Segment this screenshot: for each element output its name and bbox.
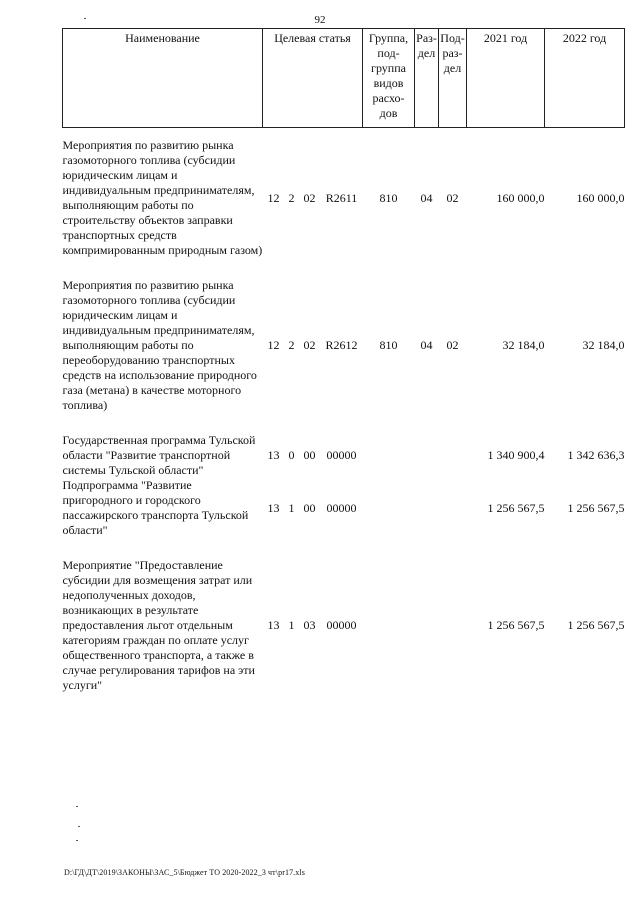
table-row: [63, 558, 625, 693]
row-code-direction: R2611: [325, 190, 358, 205]
row-code-direction: 00000: [326, 618, 357, 632]
table-row: [63, 278, 625, 413]
row-code-subprogram: 1: [288, 500, 295, 515]
row-subsection: [439, 478, 467, 538]
row-code-program: 13: [267, 500, 280, 515]
row-code-program: 13: [267, 618, 280, 632]
header-section: Раз-дел: [415, 29, 439, 128]
row-code-subprogram: 1: [288, 618, 295, 632]
row-subsection: [439, 558, 467, 693]
row-code-subprogram: 0: [288, 448, 295, 462]
row-section: [415, 433, 439, 478]
row-code-event: 00: [303, 448, 316, 462]
row-code-direction: R2612: [325, 338, 358, 352]
row-subsection: [439, 433, 467, 478]
row-name: Мероприятия по развитию рынка газомоторного топлива (субсидии юридическим лицам и индивидуальным предпринимателям, выполняющим работы по переоборудованию транспортных средств на использование природного газа (метана) в качестве моторного топлива): [62, 278, 257, 412]
row-code-event: 03: [303, 618, 316, 632]
row-group: [363, 558, 415, 693]
row-amount-2022: 1 256 567,5: [567, 500, 625, 515]
row-code-program: 13: [267, 448, 280, 462]
row-amount-2022: 160 000,0: [576, 190, 625, 205]
row-amount-2022: 32 184,0: [582, 338, 625, 352]
row-amount-2021: 32 184,0: [502, 338, 545, 352]
row-group: 810: [379, 338, 398, 352]
row-code-event: 02: [303, 190, 316, 205]
row-group: [363, 478, 415, 538]
row-amount-2021: 1 256 567,5: [487, 618, 545, 632]
scan-speck: [78, 826, 80, 827]
row-amount-2021: 160 000,0: [496, 190, 545, 205]
header-subsection: Под-раз-дел: [439, 29, 467, 128]
page-number: 92: [314, 14, 326, 26]
row-section: [415, 558, 439, 693]
row-code-direction: 00000: [326, 448, 357, 462]
row-amount-2021: 1 256 567,5: [487, 500, 545, 515]
table-row: [63, 433, 625, 478]
row-name: Мероприятие "Предоставление субсидии для возмещения затрат или недополученных доходов, возникающих в результате предоставления льгот отдельным категориям граждан по оплате услуг общественного транспорта, а также в случае регулирования тарифов на эти услуги": [62, 558, 255, 692]
row-subsection: 02: [446, 338, 459, 352]
row-group: 810: [379, 190, 398, 205]
scan-speck: [84, 18, 86, 19]
row-code-program: 12: [267, 338, 280, 352]
budget-table: [62, 28, 625, 693]
header-target-article: Целевая статья: [263, 29, 363, 128]
scan-speck: [76, 840, 78, 841]
row-code-event: 02: [303, 338, 316, 352]
row-subsection: 02: [446, 190, 459, 205]
table-header-row: [63, 29, 625, 128]
row-code-direction: 00000: [326, 500, 357, 515]
table-row: [63, 138, 625, 258]
header-group: Группа, под-группа видов расхо-дов: [363, 29, 415, 128]
row-code-event: 00: [303, 500, 316, 515]
row-amount-2022: 1 342 636,3: [567, 448, 625, 462]
header-name: Наименование: [63, 29, 263, 128]
row-name: Государственная программа Тульской области "Развитие транспортной системы Тульской области": [62, 433, 256, 477]
row-code-subprogram: 2: [288, 338, 295, 352]
row-section: 04: [420, 338, 433, 352]
row-name: Подпрограмма "Развитие пригородного и городского пассажирского транспорта Тульской области": [62, 478, 249, 537]
row-code-program: 12: [267, 190, 280, 205]
row-name: Мероприятия по развитию рынка газомоторного топлива (субсидии юридическим лицам и индивидуальным предпринимателям, выполняющим работы по строительству объектов заправки транспортных средств компримированным природным газом): [62, 138, 263, 257]
table-row: [63, 478, 625, 538]
row-amount-2021: 1 340 900,4: [487, 448, 545, 462]
row-section: [415, 478, 439, 538]
scan-speck: [76, 806, 78, 807]
header-year-2022: 2022 год: [545, 29, 625, 128]
header-year-2021: 2021 год: [467, 29, 545, 128]
file-path-footer: D:\ГД\ДТ\2019\ЗАКОНЫ\ЗАС_5\Бюджет ТО 2020-2022_3 чт\pr17.xls: [64, 868, 305, 877]
row-section: 04: [420, 190, 433, 205]
row-code-subprogram: 2: [288, 190, 295, 205]
row-amount-2022: 1 256 567,5: [567, 618, 625, 632]
row-group: [363, 433, 415, 478]
